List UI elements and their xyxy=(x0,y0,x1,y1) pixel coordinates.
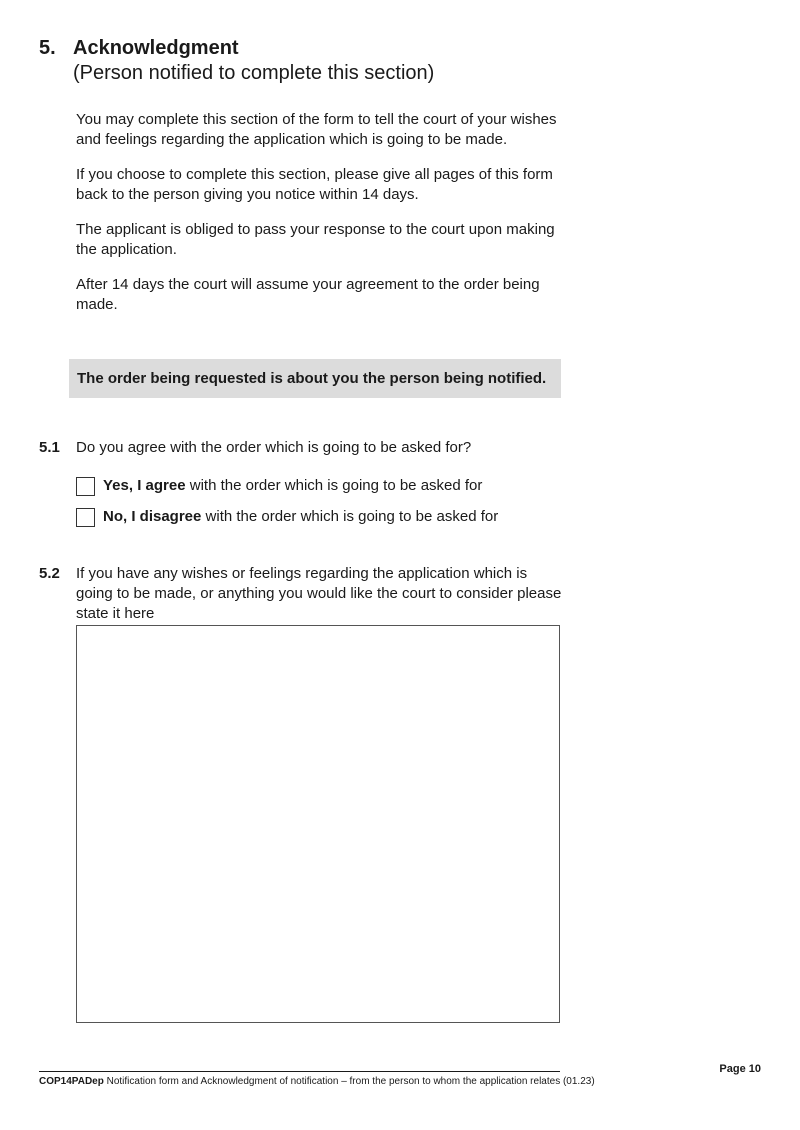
intro-paragraph: You may complete this section of the form to tell the court of your wishes and feelings regarding the application which is going to be made. xyxy=(76,111,557,148)
wishes-answer-box[interactable] xyxy=(76,625,560,1023)
intro-paragraph: The applicant is obliged to pass your response to the court upon making the application. xyxy=(76,221,555,258)
question-5-1-number: 5.1 xyxy=(39,439,60,456)
agree-checkbox[interactable] xyxy=(76,477,95,496)
question-5-2-number: 5.2 xyxy=(39,565,60,582)
footer-form-description: Notification form and Acknowledgment of notification – from the person to whom the application relates (01.23) xyxy=(103,1076,595,1087)
section-heading xyxy=(39,36,239,60)
option-agree-bold: Yes, I agree xyxy=(103,477,186,494)
question-5-2-text: If you have any wishes or feelings regarding the application which is going to be made, or anything you would like the court to consider please state it here xyxy=(76,565,562,622)
footer-form-code: COP14PADep xyxy=(39,1076,104,1087)
notice-text-start: The order being requested is about xyxy=(77,370,333,387)
notice-box xyxy=(69,359,561,398)
footer-form-reference xyxy=(39,1075,595,1089)
page-number: Page 10 xyxy=(719,1063,761,1075)
intro-text xyxy=(76,110,566,330)
section-number: 5. xyxy=(39,37,56,59)
notice-text-end: the person being notified. xyxy=(358,370,547,387)
option-disagree xyxy=(76,507,498,527)
notice-emphasis: you xyxy=(332,370,359,387)
option-disagree-text: with the order which is going to be asked for xyxy=(201,508,499,525)
option-disagree-bold: No, I disagree xyxy=(103,508,202,525)
footer-divider xyxy=(39,1071,560,1072)
disagree-checkbox[interactable] xyxy=(76,508,95,527)
option-agree-text: with the order which is going to be asked for xyxy=(185,477,483,494)
intro-paragraph: If you choose to complete this section, please give all pages of this form back to the person giving you notice within 14 days. xyxy=(76,166,553,203)
option-agree xyxy=(76,476,482,496)
question-5-1-text: Do you agree with the order which is going to be asked for? xyxy=(76,439,472,456)
section-title: Acknowledgment xyxy=(73,37,239,59)
intro-paragraph: After 14 days the court will assume your agreement to the order being made. xyxy=(76,276,540,313)
section-subtitle: (Person notified to complete this section) xyxy=(73,62,435,84)
